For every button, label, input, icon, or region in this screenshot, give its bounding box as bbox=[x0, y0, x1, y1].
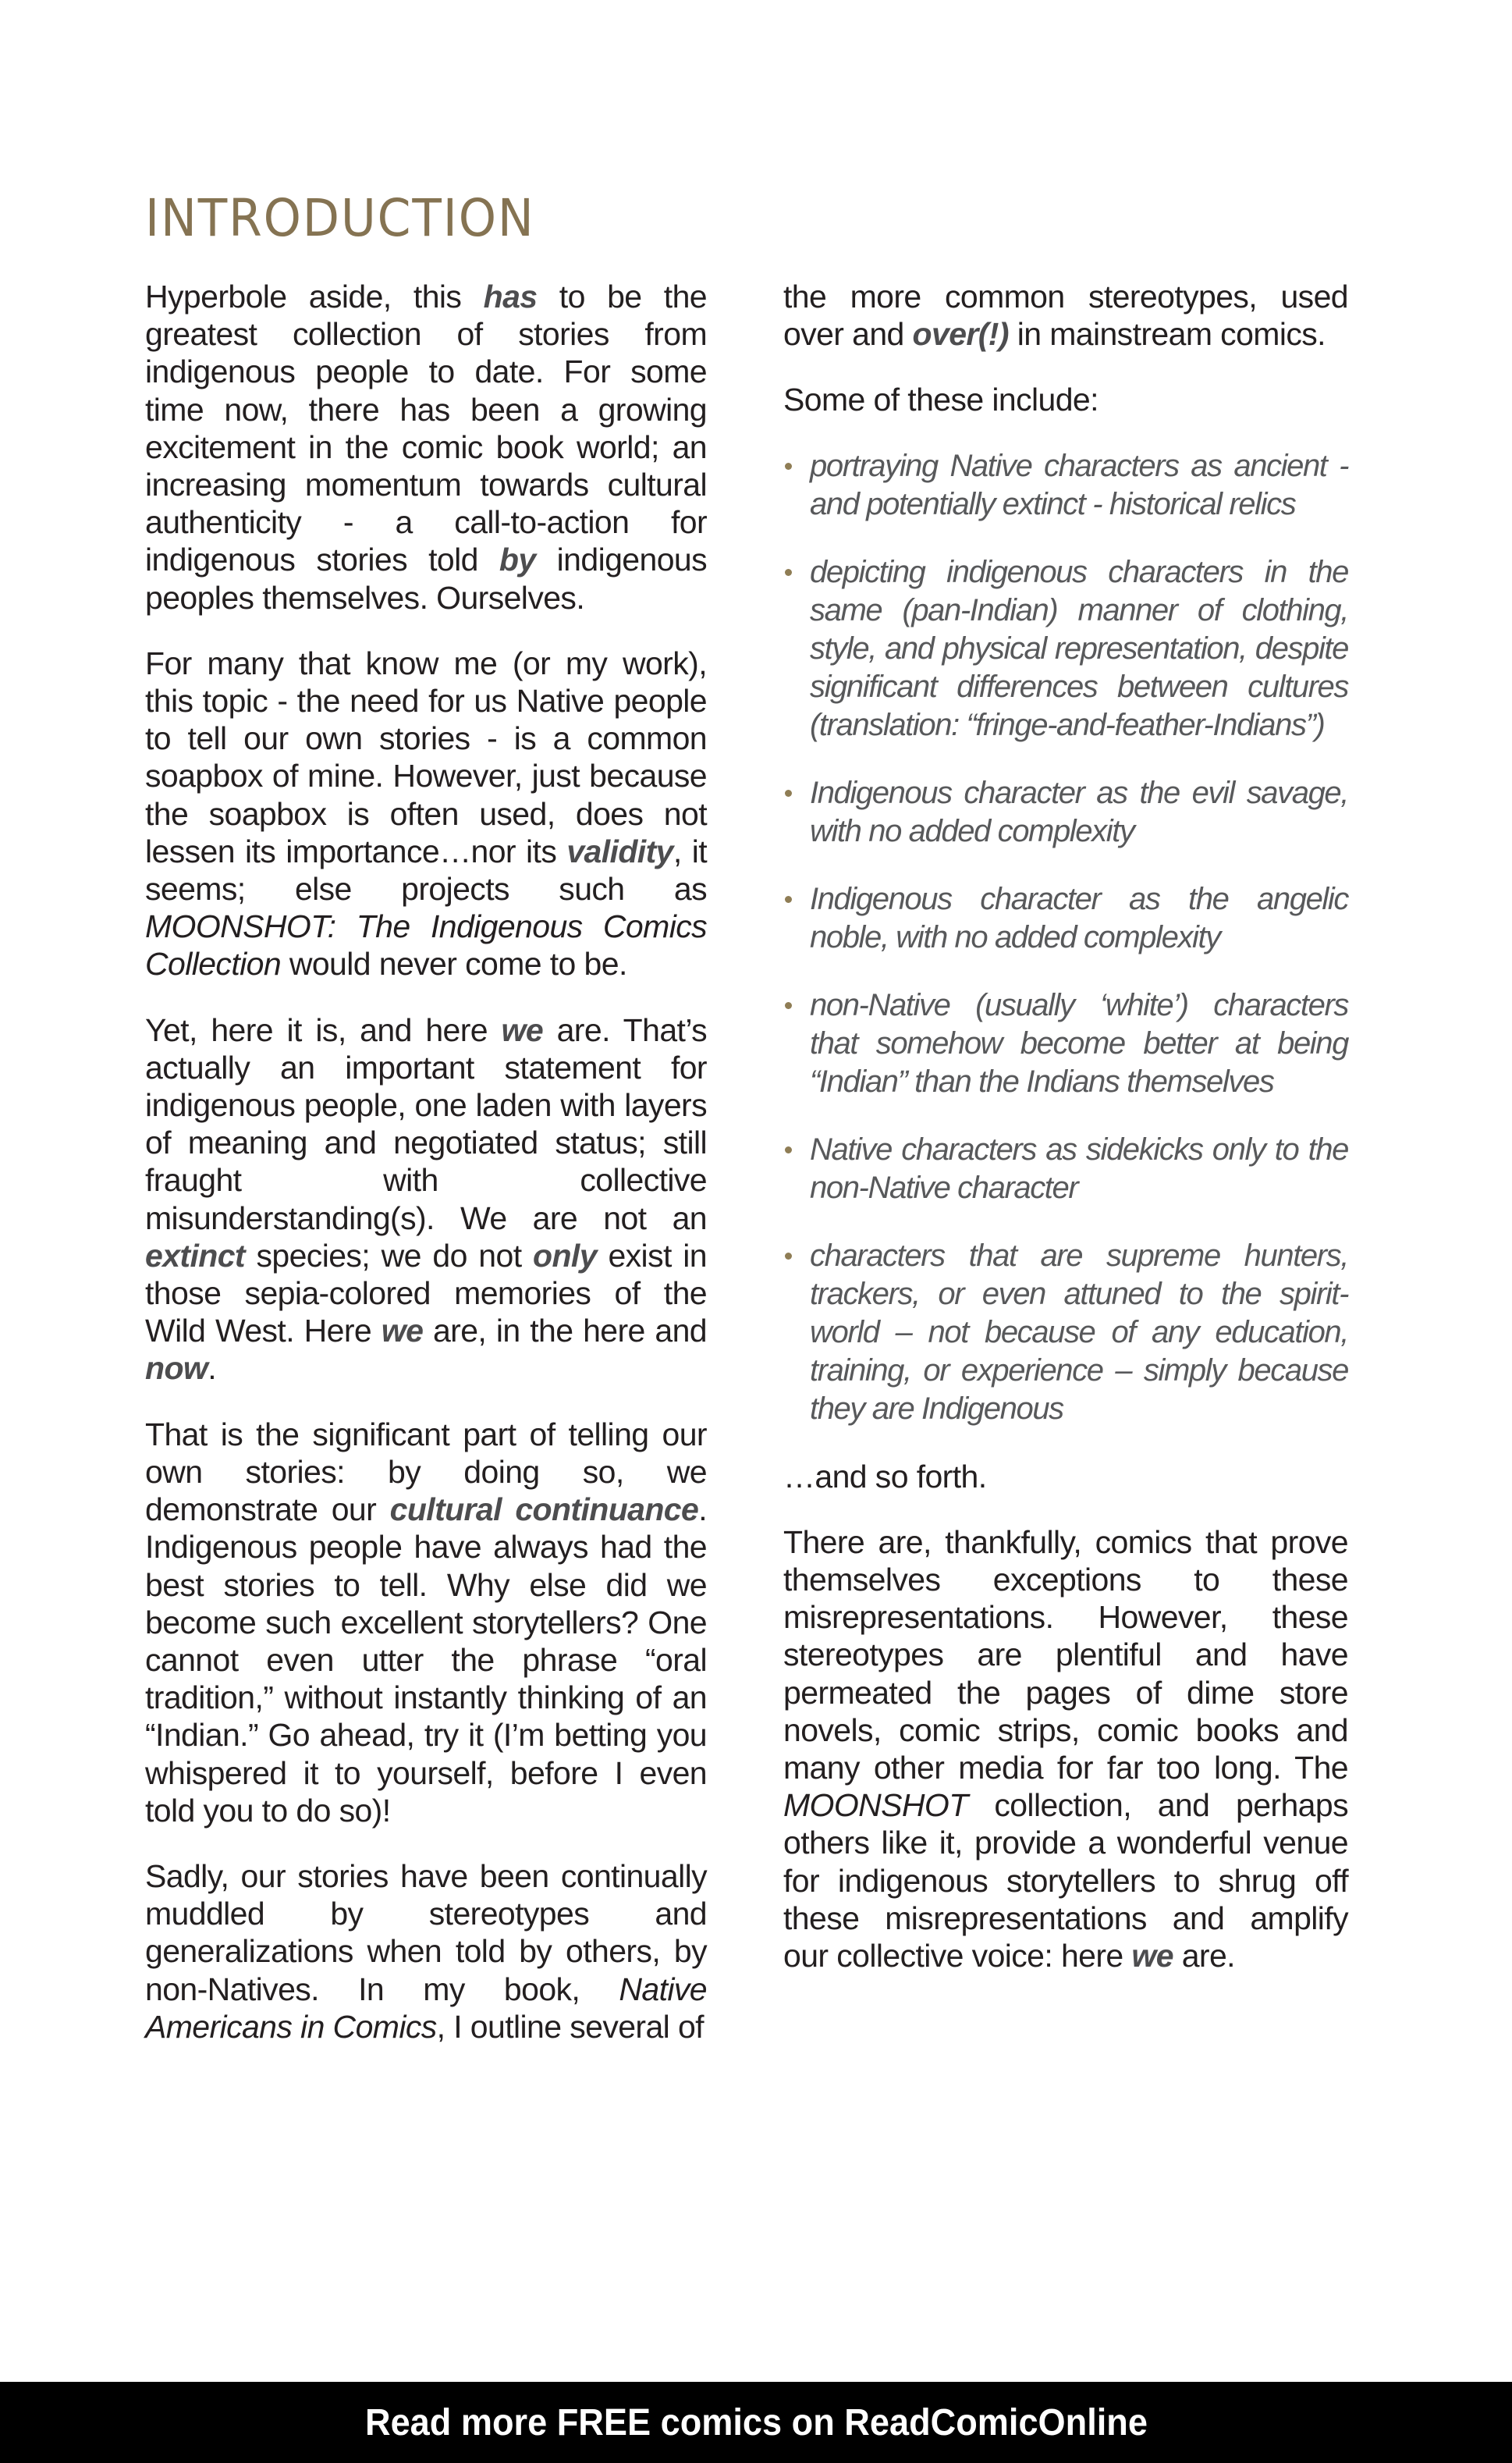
emphasis: only bbox=[533, 1237, 597, 1274]
text-run: indigenous peoples themselves. Ourselves. bbox=[145, 542, 707, 616]
paragraph-sadly bbox=[145, 1857, 707, 2045]
paragraph-stereotypes-intro bbox=[783, 278, 1348, 353]
list-item-text: portraying Native characters as ancient - and potentially extinct - historical relics bbox=[810, 448, 1348, 521]
bullet-icon bbox=[785, 569, 792, 576]
bullet-icon bbox=[785, 790, 792, 797]
text-run: exist in those sepia-colored memories of the Wild West. Here bbox=[145, 1237, 707, 1349]
list-item-text: Indigenous character as the evil savage, with no added complexity bbox=[810, 775, 1348, 848]
text-run: That is the significant part of telling our own stories: by doing so, we demonstrate our bbox=[145, 1416, 707, 1528]
text-run: , it seems; else projects such as bbox=[145, 833, 708, 908]
paragraph-intro bbox=[145, 278, 707, 617]
emphasis: by bbox=[499, 542, 536, 578]
left-column bbox=[145, 278, 707, 2074]
paragraph-soapbox bbox=[145, 645, 707, 983]
text-run: are. bbox=[1173, 1938, 1235, 1974]
bullet-icon bbox=[785, 1146, 792, 1153]
list-item-text: characters that are supreme hunters, trackers, or even attuned to the spirit-world – not because of any education, training, or experience – simply because they are Indigenous bbox=[810, 1238, 1348, 1426]
list-item-text: non-Native (usually ‘white’) characters that somehow become better at being “Indian” than the Indians themselves bbox=[810, 987, 1348, 1099]
text-run: collection, and perhaps others like it, provide a wonderful venue for indigenous storytellers to shrug off these misrepresentations and amplify our collective voice: here bbox=[783, 1787, 1348, 1974]
text-run: would never come to be. bbox=[281, 946, 627, 983]
promo-banner[interactable] bbox=[0, 2382, 1512, 2463]
emphasis: we bbox=[501, 1011, 544, 1048]
book-title: MOONSHOT bbox=[783, 1787, 968, 1824]
page-title: INTRODUCTION bbox=[145, 188, 535, 248]
text-run: Yet, here it is, and here bbox=[145, 1011, 502, 1048]
book-title: Native Americans in Comics bbox=[145, 1971, 707, 2045]
text-run: the more common stereotypes, used over and bbox=[783, 279, 1348, 353]
emphasis: we bbox=[1131, 1938, 1173, 1974]
list-item-text: depicting indigenous characters in the same (pan-Indian) manner of clothing, style, and physical representation, despite significant differences between cultures (translation: “fringe-and-feather-Indians”) bbox=[810, 554, 1348, 742]
emphasis: we bbox=[381, 1313, 424, 1349]
text-run: . Indigenous people have always had the best stories to tell. Why else did we become such excellent storytellers? One cannot even utter the phrase “oral tradition,” without instantly thinking of an “Indian.” Go ahead, try it (I’m betting you whispered it to yourself, before I even told you to do so)! bbox=[145, 1491, 708, 1829]
paragraph-here-we-are bbox=[145, 1011, 707, 1388]
paragraph-list-lead: Some of these include: bbox=[783, 382, 1099, 418]
emphasis: validity bbox=[566, 833, 673, 869]
paragraph-continuance bbox=[145, 1416, 707, 1829]
text-run: . bbox=[208, 1350, 216, 1387]
list-item bbox=[783, 553, 1348, 745]
stereotype-list bbox=[783, 447, 1348, 1428]
list-item bbox=[783, 447, 1348, 524]
list-item-text: Indigenous character as the angelic noble, with no added complexity bbox=[810, 881, 1348, 954]
list-item-text: Native characters as sidekicks only to the non-Native character bbox=[810, 1132, 1348, 1205]
promo-banner-text[interactable]: Read more FREE comics on ReadComicOnline bbox=[364, 2401, 1148, 2443]
bullet-icon bbox=[785, 1002, 792, 1009]
emphasis: has bbox=[483, 279, 538, 315]
list-item bbox=[783, 986, 1348, 1101]
emphasis: over(!) bbox=[912, 316, 1009, 353]
emphasis: extinct bbox=[145, 1237, 245, 1274]
text-run: to be the greatest collection of stories from indigenous people to date. For some time now, there has been a growing excitement in the comic book world; an increasing momentum towards cultural authenticity - a call-to-action for indigenous stories told bbox=[145, 279, 707, 578]
text-run: species; we do not bbox=[244, 1237, 534, 1274]
text-run: in mainstream comics. bbox=[1008, 316, 1326, 353]
text-run: Hyperbole aside, this bbox=[145, 279, 484, 315]
text-run: Sadly, our stories have been continually muddled by stereotypes and generalizations when told by others, by non-Natives. In my book, bbox=[145, 1857, 707, 2007]
text-run: are. That’s actually an important statement for indigenous people, one laden with layers of meaning and negotiated status; still fraught with collective misunderstanding(s). We are not an bbox=[145, 1011, 707, 1236]
bullet-icon bbox=[785, 463, 792, 470]
right-column bbox=[783, 278, 1348, 2003]
list-item bbox=[783, 774, 1348, 851]
text-run: There are, thankfully, comics that prove themselves exceptions to these misrepresentations. However, these stereotypes are plentiful and have permeated the pages of dime store novels, comic strips, comic books and many other media for far too long. The bbox=[783, 1523, 1348, 1786]
paragraph-so-forth: …and so forth. bbox=[783, 1458, 987, 1495]
emphasis: now bbox=[145, 1350, 208, 1387]
book-title: MOONSHOT: The Indigenous Comics Collection bbox=[145, 908, 707, 983]
list-item bbox=[783, 880, 1348, 957]
text-run: For many that know me (or my work), this topic - the need for us Native people to tell our own stories - is a common soapbox of mine. However, just because the soapbox is often used, does not lessen its importance…nor its bbox=[145, 645, 707, 869]
list-item bbox=[783, 1131, 1348, 1207]
text-run: , I outline several of bbox=[436, 2008, 704, 2045]
emphasis: cultural continuance bbox=[389, 1491, 699, 1528]
paragraph-exceptions bbox=[783, 1523, 1348, 1974]
bullet-icon bbox=[785, 1253, 792, 1260]
text-run: are, in the here and bbox=[423, 1313, 707, 1349]
bullet-icon bbox=[785, 896, 792, 903]
list-item bbox=[783, 1237, 1348, 1428]
